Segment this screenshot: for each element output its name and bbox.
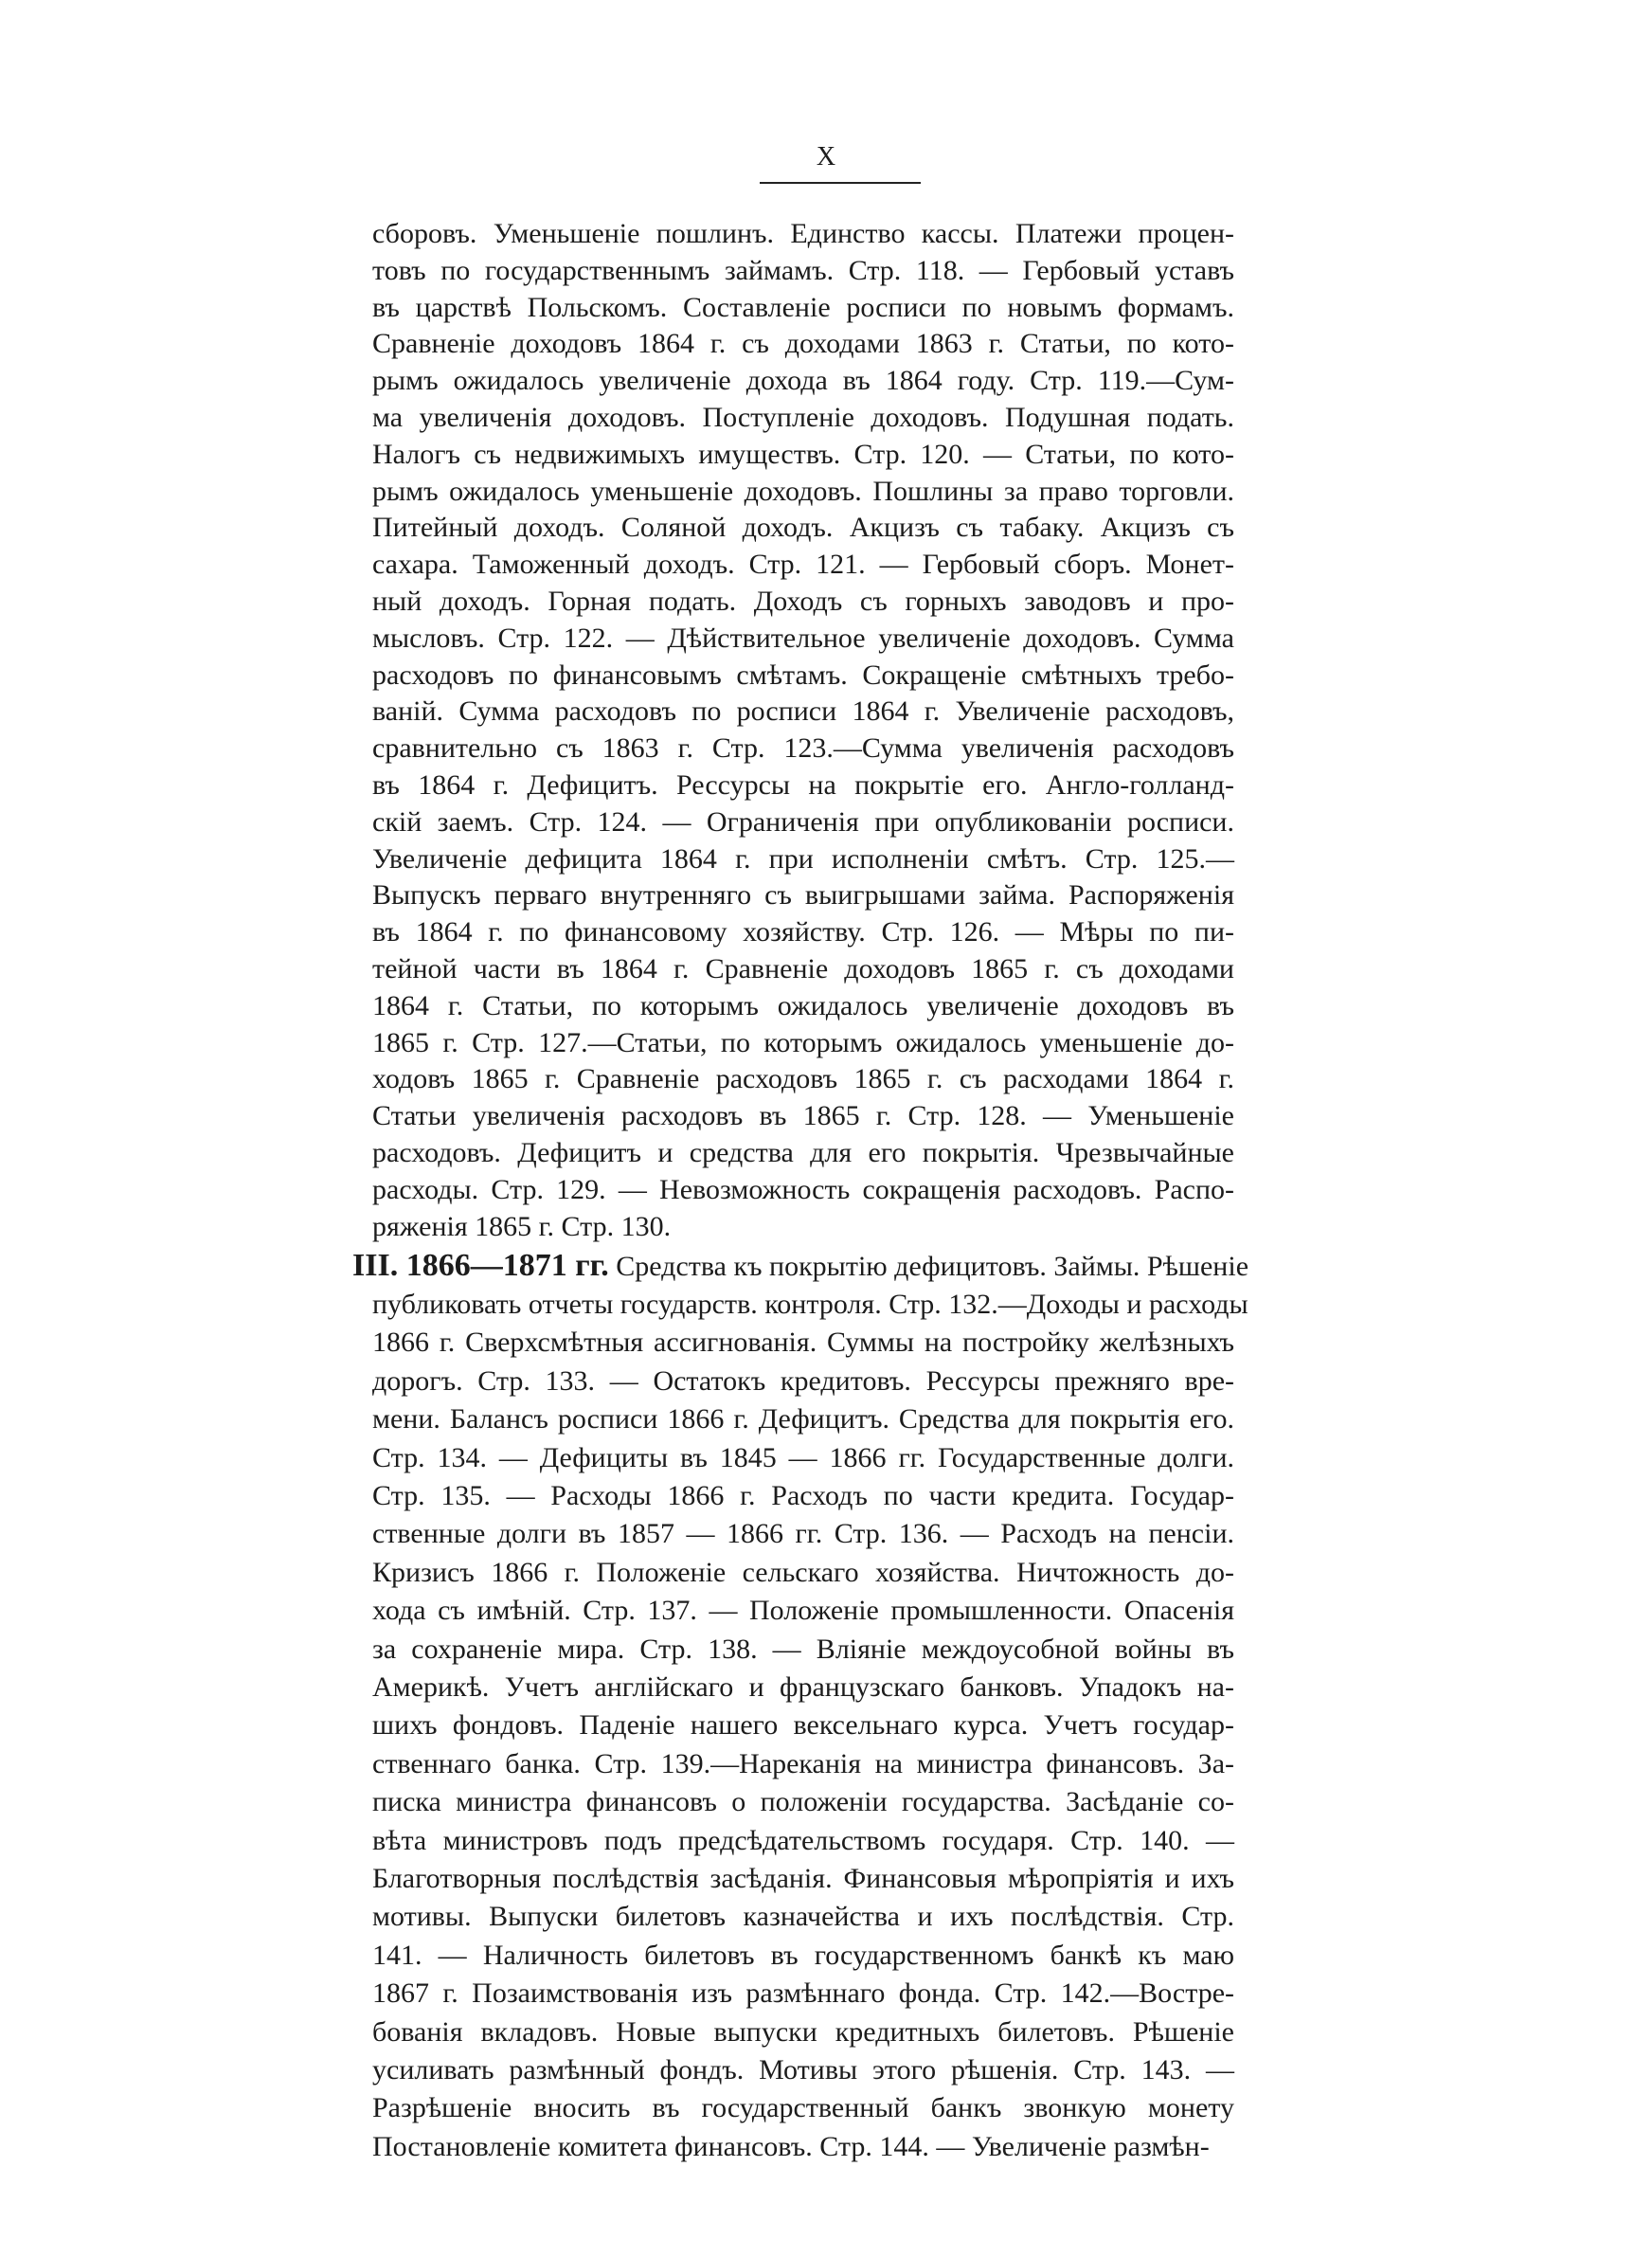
text-line: дорогъ. Стр. 133. — Остатокъ кредитовъ. Рессурсы прежняго вре- [372,1364,1234,1397]
section-3-first-line [352,1248,1249,1284]
text-line: Сравненіе доходовъ 1864 г. съ доходами 1863 г. Статьи, по кото- [372,328,1234,360]
text-line: ваній. Сумма расходовъ по росписи 1864 г. Увеличеніе расходовъ, [372,695,1234,728]
text-line: въ 1864 г. по финансовому хозяйству. Стр. 126. — Мѣры по пи- [372,916,1234,948]
text-line: Выпускъ перваго внутренняго съ выигрышами займа. Распоряженія [372,879,1234,912]
text-line: вѣта министровъ подъ предсѣдательствомъ государя. Стр. 140. — [372,1824,1234,1856]
text-line: хода съ имѣній. Стр. 137. — Положеніе промышленности. Опасенія [372,1595,1234,1627]
text-line: Стр. 135. — Расходы 1866 г. Расходъ по части кредита. Государ- [372,1480,1234,1511]
text-line: Питейный доходъ. Соляной доходъ. Акцизъ съ табаку. Акцизъ съ [372,512,1234,544]
text-line: тейной части въ 1864 г. Сравненіе доходовъ 1865 г. съ доходами [372,953,1234,984]
text-line: сборовъ. Уменьшеніе пошлинъ. Единство кассы. Платежи процен- [372,218,1234,249]
text-line: расходовъ по финансовымъ смѣтамъ. Сокращеніе смѣтныхъ требо- [372,659,1234,691]
text-line: мени. Балансъ росписи 1866 г. Дефицитъ. Средства для покрытія его. [372,1403,1234,1435]
text-line: публиковать отчеты государств. контроля. Стр. 132.—Доходы и расходы [372,1289,1248,1320]
text-line: мысловъ. Стр. 122. — Дѣйствительное увеличеніе доходовъ. Сумма [372,622,1234,654]
text-line: рымъ ожидалось уменьшеніе доходовъ. Пошлины за право торговли. [372,475,1234,507]
section-3-first-line-text: Средства къ покрытію дефицитовъ. Займы. Рѣшеніе [616,1251,1249,1282]
text-line: сахара. Таможенный доходъ. Стр. 121. — Гербовый сборъ. Монет- [372,549,1234,581]
text-line: ственнаго банка. Стр. 139.—Нареканія на министра финансовъ. За- [372,1747,1234,1779]
text-line: скій заемъ. Стр. 124. — Ограниченія при опубликованіи росписи. [372,805,1234,838]
text-line: ходовъ 1865 г. Сравненіе расходовъ 1865 г. съ расходами 1864 г. [372,1063,1234,1095]
text-line: 141. — Наличность билетовъ въ государственномъ банкѣ къ маю [372,1939,1234,1971]
text-line: шихъ фондовъ. Паденіе нашего вексельнаго курса. Учетъ государ- [372,1709,1234,1742]
text-line: ряженія 1865 г. Стр. 130. [372,1210,672,1242]
text-line: бованія вкладовъ. Новые выпуски кредитныхъ билетовъ. Рѣшеніе [372,2015,1234,2048]
text-line: 1867 г. Позаимствованія изъ размѣннаго фонда. Стр. 142.—Востре- [372,1977,1234,2010]
text-line: 1865 г. Стр. 127.—Статьи, по которымъ ожидалось уменьшеніе до- [372,1026,1234,1058]
text-line: въ царствѣ Польскомъ. Составленіе росписи по новымъ формамъ. [372,291,1234,323]
section-3-heading: III. 1866—1871 гг. [352,1248,609,1283]
text-line: Разрѣшеніе вносить въ государственный банкъ звонкую монету [372,2092,1234,2124]
text-line: Америкѣ. Учетъ англійскаго и французскаго банковъ. Упадокъ на- [372,1671,1234,1703]
text-line: товъ по государственнымъ займамъ. Стр. 118. — Гербовый уставъ [372,254,1234,286]
text-line: въ 1864 г. Дефицитъ. Рессурсы на покрытіе его. Англо-голланд- [372,769,1234,801]
text-line: Увеличеніе дефицита 1864 г. при исполненіи смѣтъ. Стр. 125.— [372,842,1234,875]
text-line: мотивы. Выпуски билетовъ казначейства и ихъ послѣдствія. Стр. [372,1901,1234,1933]
text-line: 1864 г. Статьи, по которымъ ожидалось увеличеніе доходовъ въ [372,989,1234,1021]
text-line: Налогъ съ недвижимыхъ имуществъ. Стр. 120. — Статьи, по кото- [372,438,1234,470]
text-line: сравнительно съ 1863 г. Стр. 123.—Сумма увеличенія расходовъ [372,732,1234,765]
text-line: ственные долги въ 1857 — 1866 гг. Стр. 136. — Расходъ на пенсіи. [372,1518,1234,1550]
text-line: расходовъ. Дефицитъ и средства для его покрытія. Чрезвычайные [372,1137,1234,1168]
text-line: Стр. 134. — Дефициты въ 1845 — 1866 гг. Государственные долги. [372,1441,1234,1473]
text-line: Кризисъ 1866 г. Положеніе сельскаго хозяйства. Ничтожность до- [372,1556,1234,1588]
text-line: за сохраненіе мира. Стр. 138. — Вліяніе междоусобной войны въ [372,1633,1234,1665]
text-line: ма увеличенія доходовъ. Поступленіе доходовъ. Подушная подать. [372,402,1234,433]
text-line: писка министра финансовъ о положеніи государства. Засѣданіе со- [372,1786,1234,1818]
text-line: Постановленіе комитета финансовъ. Стр. 144. — Увеличеніе размѣн- [372,2130,1210,2162]
text-line: Статьи увеличенія расходовъ въ 1865 г. Стр. 128. — Уменьшеніе [372,1100,1234,1132]
text-line: усиливать размѣнный фондъ. Мотивы этого рѣшенія. Стр. 143. — [372,2054,1234,2085]
text-line: 1866 г. Сверхсмѣтныя ассигнованія. Суммы на постройку желѣзныхъ [372,1327,1234,1359]
text-line: рымъ ожидалось увеличеніе дохода въ 1864 году. Стр. 119.—Сум- [372,365,1234,397]
header-rule [760,182,921,184]
text-line: Благотворныя послѣдствія засѣданія. Финансовыя мѣропріятія и ихъ [372,1863,1234,1894]
text-line: расходы. Стр. 129. — Невозможность сокращенія расходовъ. Распо- [372,1173,1234,1205]
page-number: X [816,142,836,172]
text-line: ный доходъ. Горная подать. Доходъ съ горныхъ заводовъ и про- [372,586,1234,617]
